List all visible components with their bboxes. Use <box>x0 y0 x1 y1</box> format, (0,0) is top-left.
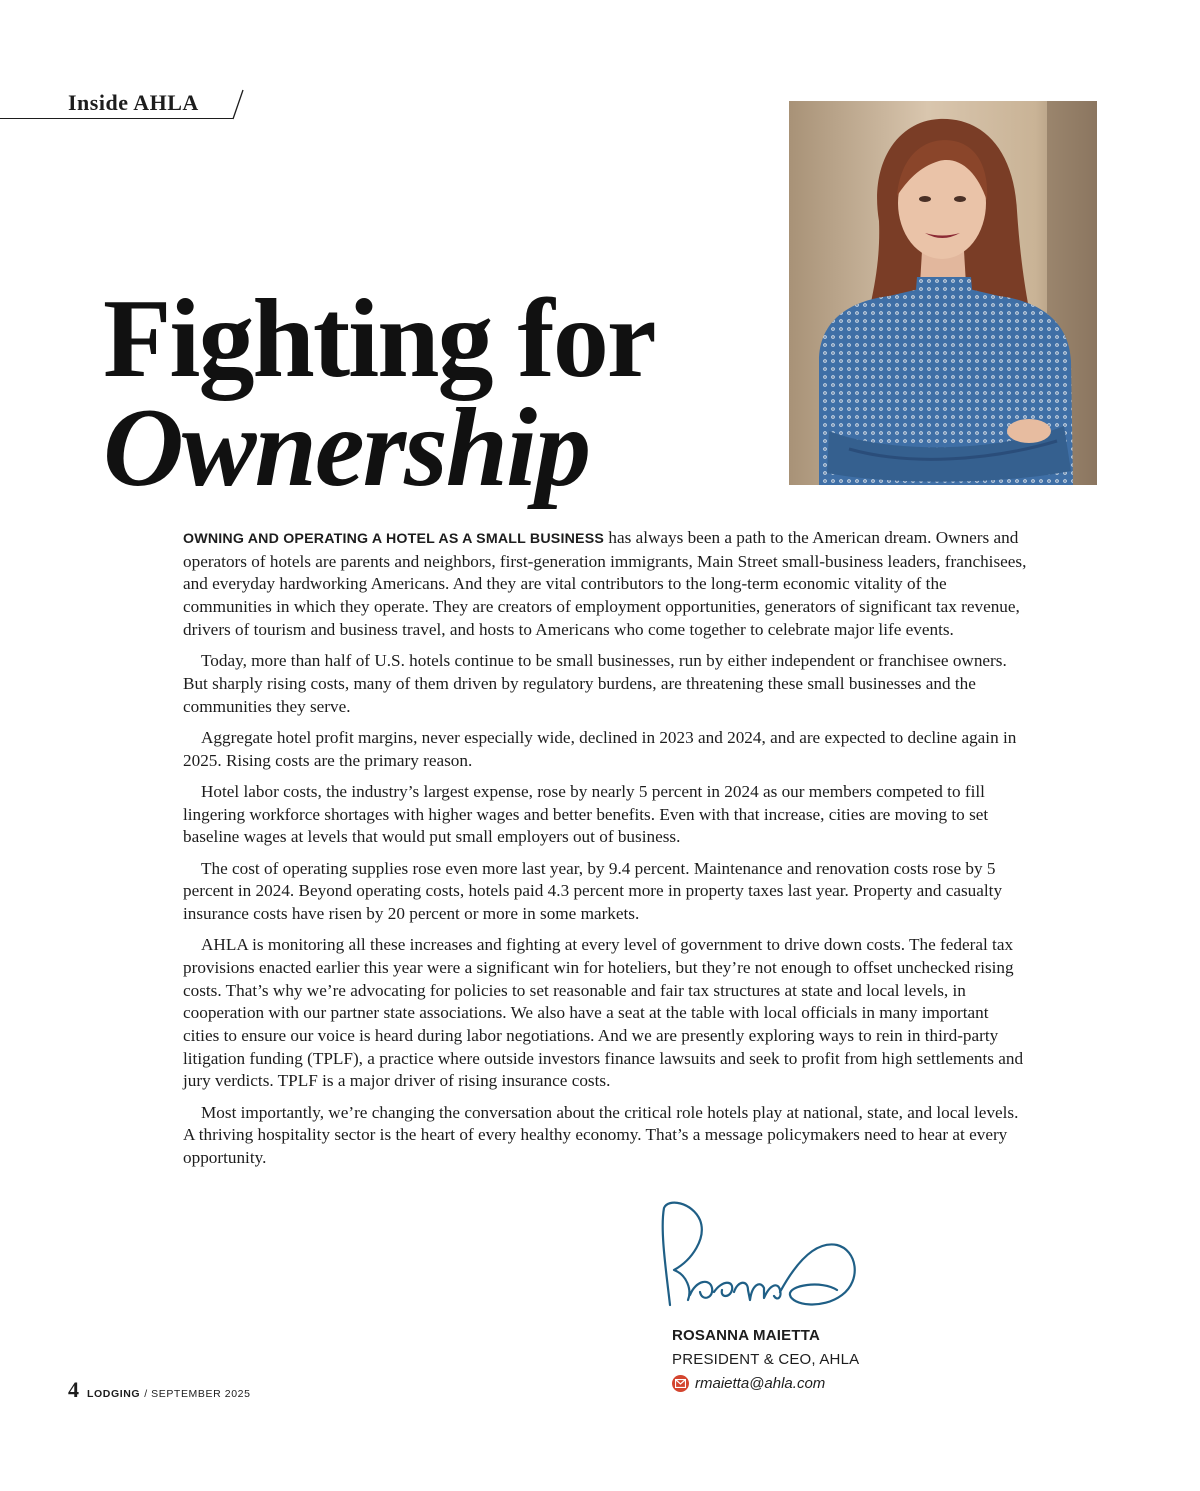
section-divider-line <box>0 118 233 119</box>
headline-line-1: Fighting for <box>103 277 655 401</box>
author-portrait <box>789 101 1097 485</box>
publication-name: LODGING <box>87 1388 141 1400</box>
article-paragraph: AHLA is monitoring all these increases and fighting at every level of government to drive down costs. The federal tax provisions enacted earlier this year were a significant win for hoteliers, but they’re not enough to offset unchecked rising costs. That’s why we’re advocating for policies to set reasonable and fair tax structures at state and local levels, in cooperation with our partner state associations. We also have a seat at the table with local officials in many important cities to ensure our voice is heard during labor negotiations. And we are presently exploring ways to rein in third-party litigation funding (TPLF), a practice where outside investors finance lawsuits and seek to profit from high settlements and jury verdicts. TPLF is a major driver of rising insurance costs. <box>183 935 1024 1091</box>
section-label: Inside AHLA <box>68 90 199 115</box>
author-email-row <box>672 1373 825 1393</box>
article-paragraph: The cost of operating supplies rose even more last year, by 9.4 percent. Maintenance and renovation costs rose by 5 percent in 2024. Beyond operating costs, hotels paid 4.3 percent more in property taxes last year. Property and casualty insurance costs have risen by 20 percent or more in some markets. <box>183 858 1003 923</box>
article-paragraph: Aggregate hotel profit margins, never especially wide, declined in 2023 and 2024, and are expected to decline again in 2025. Rising costs are the primary reason. <box>183 727 1017 770</box>
author-name: ROSANNA MAIETTA <box>672 1327 820 1344</box>
article-paragraph: Today, more than half of U.S. hotels continue to be small businesses, run by either independent or franchisee owners. But sharply rising costs, many of them driven by regulatory burdens, are threatening these small businesses and the communities they serve. <box>183 651 1007 716</box>
article-lead-text: has always been a path to the American dream. Owners and operators of hotels are parents and neighbors, first-generation immigrants, Main Street small-business leaders, franchisees, and everyday hardworking Americans. And they are vital contributors to the long-term economic vitality of the communities in which they operate. They are creators of employment opportunities, generators of significant tax revenue, drivers of tourism and business travel, and hosts to Americans who come together to celebrate major life events. <box>183 528 1027 639</box>
portrait-illustration <box>789 101 1097 485</box>
page-footer <box>68 1377 251 1401</box>
author-signature <box>652 1200 867 1320</box>
article-headline <box>103 277 655 510</box>
author-title: PRESIDENT & CEO, AHLA <box>672 1351 860 1368</box>
article-lead-in: OWNING AND OPERATING A HOTEL AS A SMALL BUSINESS <box>183 531 605 547</box>
article-paragraph: Most importantly, we’re changing the conversation about the critical role hotels play at national, state, and local levels. A thriving hospitality sector is the heart of every healthy economy. That’s a message policymakers need to hear at every opportunity. <box>183 1102 1019 1168</box>
article-paragraph-lead <box>183 527 1029 642</box>
article-body <box>183 527 1029 1178</box>
envelope-icon <box>672 1375 689 1392</box>
headline-line-2: Ownership <box>103 386 590 510</box>
author-email-link[interactable]: rmaietta@ahla.com <box>695 1374 826 1392</box>
article-paragraph: Hotel labor costs, the industry’s largest expense, rose by nearly 5 percent in 2024 as our members competed to fill lingering workforce shortages with higher wages and better benefits. Even with that increase, cities are moving to set baseline wages at levels that would put small employers out of business. <box>183 781 989 847</box>
footer-separator: / <box>144 1388 148 1400</box>
issue-date: SEPTEMBER 2025 <box>151 1388 251 1400</box>
page-number: 4 <box>68 1377 79 1402</box>
section-slash-mark <box>225 88 247 120</box>
